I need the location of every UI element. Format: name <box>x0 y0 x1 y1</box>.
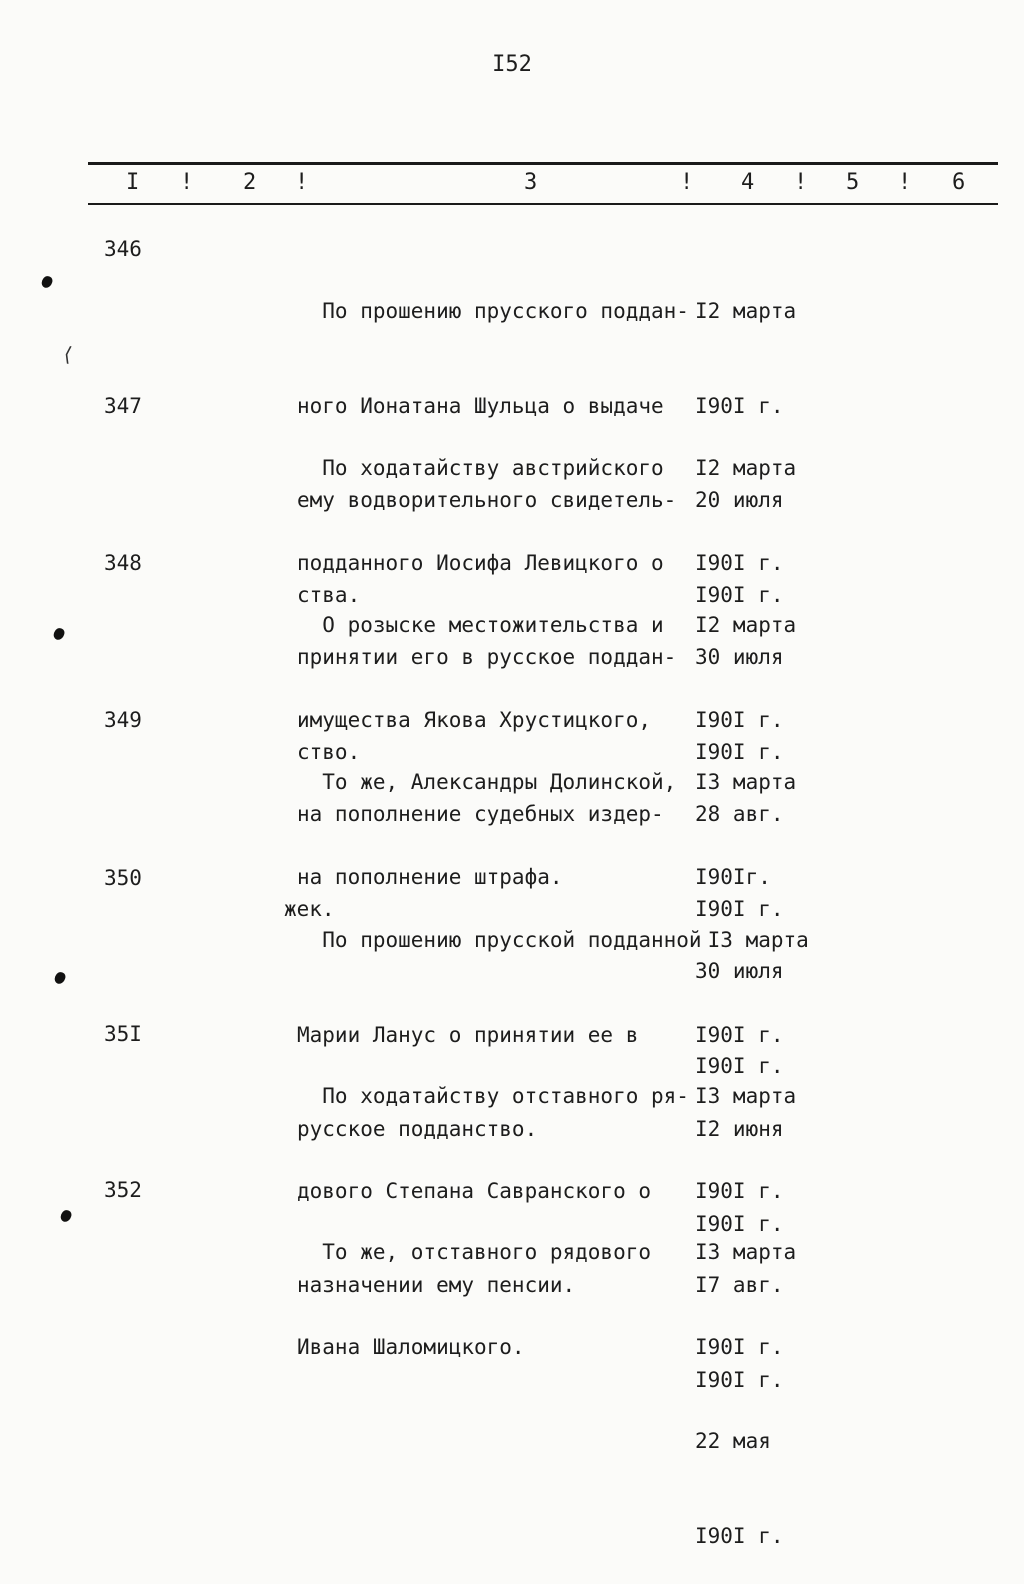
entry-number: 347 <box>104 394 142 418</box>
description-line: Ивана Шаломицкого. <box>297 1334 525 1359</box>
header-col-4: 4 <box>741 170 755 195</box>
header-separator: ! <box>295 170 309 195</box>
entry-number: 350 <box>104 866 142 890</box>
description-line: О розыске местожительства и <box>297 613 664 637</box>
entry-description <box>297 1174 651 1395</box>
description-line: ства. <box>297 582 361 607</box>
date-line: I90I г. <box>695 739 784 764</box>
entry-number: 348 <box>104 551 142 575</box>
date-line: I90Iг. <box>695 864 771 889</box>
date-line: I3 марта <box>695 770 797 794</box>
description-line: ему водворительного свидетель- <box>297 488 677 512</box>
date-line: I90I г. <box>695 896 784 921</box>
date-line: 30 июля <box>695 645 784 669</box>
scan-mark <box>52 627 66 642</box>
date-line: I2 марта <box>695 456 797 480</box>
description-line: По прошению прусского поддан- <box>297 299 689 323</box>
entry-dates <box>695 1174 796 1584</box>
date-line: I90I г. <box>695 1178 784 1203</box>
page-number: I52 <box>492 52 532 77</box>
description-line: То же, отставного рядового <box>297 1240 652 1264</box>
description-line: То же, Александры Долинской, <box>297 770 677 794</box>
description-line: имущества Якова Хрустицкого, <box>297 707 652 732</box>
description-line: назначении ему пенсии. <box>297 1273 576 1297</box>
header-separator: ! <box>794 170 808 195</box>
description-line: жек. <box>284 896 335 921</box>
description-line: ство. <box>297 739 361 764</box>
description-line: принятии его в русское поддан- <box>297 645 677 669</box>
entry-number: 349 <box>104 708 142 732</box>
description-line: По ходатайству австрийского <box>297 456 664 480</box>
date-line: I2 марта <box>695 613 797 637</box>
entry-number: 352 <box>104 1178 142 1202</box>
date-line: 22 мая <box>695 1429 771 1453</box>
date-line: I3 марта <box>695 928 809 952</box>
date-line: I90I г. <box>695 707 784 732</box>
date-line: I3 марта <box>695 1240 797 1264</box>
date-line: I90I г. <box>695 1211 784 1236</box>
date-line: 20 июля <box>695 488 784 512</box>
header-separator: ! <box>898 170 912 195</box>
description-line: По ходатайству отставного ря- <box>297 1084 689 1108</box>
description-line: на пополнение судебных издер- <box>297 802 664 826</box>
header-separator: ! <box>180 170 194 195</box>
scan-mark <box>53 971 67 986</box>
header-col-6: 6 <box>952 170 966 195</box>
header-col-2: 2 <box>243 170 257 195</box>
header-col-3: 3 <box>524 170 538 195</box>
header-top-rule <box>88 162 998 165</box>
date-line: I90I г. <box>695 1053 784 1078</box>
description-line: русское подданство. <box>297 1117 538 1141</box>
date-line: I90I г. <box>695 1022 784 1047</box>
description-line: дового Степана Савранского о <box>297 1178 652 1203</box>
date-line: I90I г. <box>695 1367 784 1392</box>
date-line: I90I г. <box>695 1334 784 1359</box>
description-line: подданного Иосифа Левицкого о <box>297 550 664 575</box>
description-line: ного Ионатана Шульца о выдаче <box>297 393 664 418</box>
description-line: на пополнение штрафа. <box>297 864 563 889</box>
scan-mark <box>40 275 54 290</box>
date-line: 28 авг. <box>695 802 784 826</box>
header-bottom-rule <box>88 203 998 205</box>
header-separator: ! <box>680 170 694 195</box>
date-line: I2 июня <box>695 1117 784 1141</box>
date-line: I90I г. <box>695 393 784 418</box>
date-line: I90I г. <box>695 1523 784 1548</box>
header-col-5: 5 <box>846 170 860 195</box>
date-line: 30 июля <box>695 959 784 983</box>
entry-number: 35I <box>104 1022 142 1046</box>
date-line: I3 марта <box>695 1084 797 1108</box>
entry-number: 346 <box>104 237 142 261</box>
date-line: I7 авг. <box>695 1273 784 1297</box>
description-line: Марии Ланус о принятии ее в <box>297 1022 639 1047</box>
date-line: I2 марта <box>695 299 797 323</box>
scan-mark <box>59 1209 73 1224</box>
description-line: По прошению прусской подданной <box>297 928 702 952</box>
date-line: I90I г. <box>695 550 784 575</box>
date-line: I90I г. <box>695 582 784 607</box>
header-col-1: I <box>126 170 140 195</box>
scan-bracket-mark: ⟨ <box>60 341 77 367</box>
